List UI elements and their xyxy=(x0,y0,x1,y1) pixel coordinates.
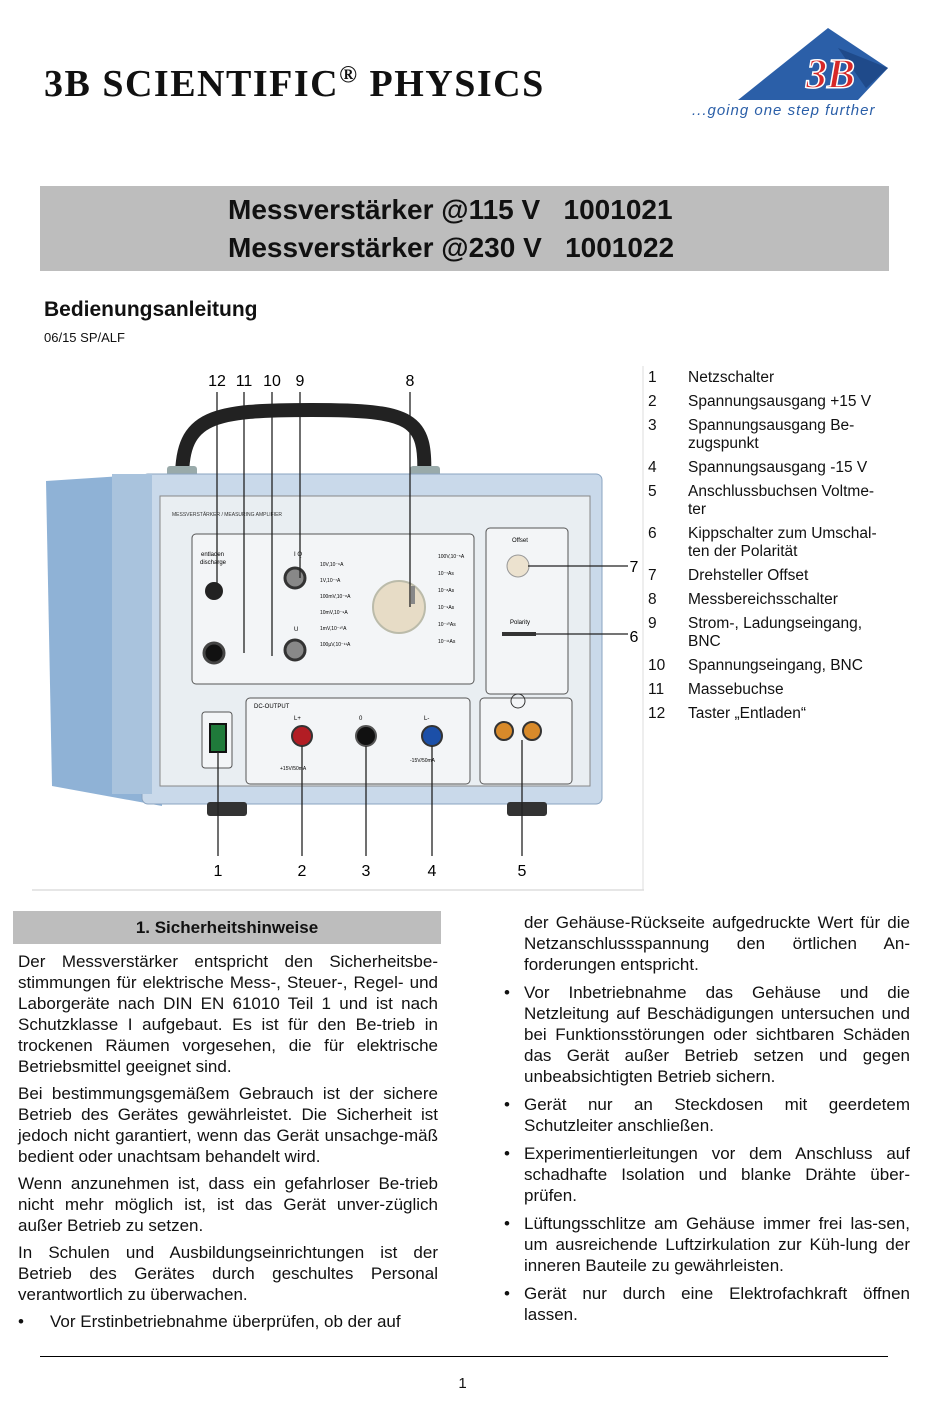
brand-title: 3B SCIENTIFIC® PHYSICS xyxy=(44,62,545,105)
ground-output-socket xyxy=(356,726,376,746)
offset-section xyxy=(486,528,568,694)
legend-item xyxy=(648,567,908,585)
polarity-label: Polarity xyxy=(510,620,531,626)
legend-number: 4 xyxy=(648,459,657,476)
version-code: 06/15 SP/ALF xyxy=(44,330,125,345)
legend-item xyxy=(648,369,908,387)
voltmeter-socket-minus xyxy=(523,722,541,740)
range-label: 1mV,10⁻¹⁰A xyxy=(320,626,347,632)
legend-item xyxy=(648,705,908,723)
bullet-marker: • xyxy=(504,1214,510,1233)
legend-text: Kippschalter zum Umschal- ten der Polarität xyxy=(688,525,877,560)
legend-text: Massebuchse xyxy=(688,681,784,698)
device-photo xyxy=(32,366,644,892)
legend-text: Netzschalter xyxy=(688,369,775,386)
callout-number: 5 xyxy=(517,863,527,880)
zero-label: 0 xyxy=(359,716,363,722)
range-label: 10⁻⁸As xyxy=(438,588,455,594)
section-heading-safety: 1. Sicherheitshinweise xyxy=(13,911,441,944)
offset-label: Offset xyxy=(512,538,528,544)
ground-socket xyxy=(204,643,224,663)
dc-output-label: DC-OUTPUT xyxy=(254,704,290,710)
callout-number: 4 xyxy=(427,863,437,880)
footer-rule xyxy=(40,1356,888,1357)
legend-number: 1 xyxy=(648,369,657,386)
range-label: 10⁻¹¹As xyxy=(438,639,456,645)
svg-text:3B: 3B xyxy=(806,52,856,98)
legend-item xyxy=(648,615,908,651)
paragraph: Bei bestimmungsgemäßem Gebrauch ist der sichere Betrieb des Gerätes gewährleistet. Die Sicherheit ist jedoch nicht garantiert, wenn das Gerät unsachge-mäß bedient oder unachtsam behandelt wird. xyxy=(18,1084,438,1166)
range-label: 1V,10⁻⁷A xyxy=(320,578,341,584)
input-i-label: I Q xyxy=(294,552,303,558)
paragraph: In Schulen und Ausbildungseinrichtungen ist der Betrieb des Gerätes durch geschultes Personal verantwortlich zu überwachen. xyxy=(18,1243,438,1304)
legend-item xyxy=(648,393,908,411)
legend-item xyxy=(648,681,908,699)
range-label: 100µV,10⁻¹¹A xyxy=(320,642,351,648)
range-label: 10⁻¹⁰As xyxy=(438,622,456,628)
bullet-item: • Experimentierleitungen vor dem Anschluss auf schadhafte Isolation und blanke Drähte über-prüfen. xyxy=(490,1143,910,1206)
right-column xyxy=(490,912,910,1332)
range-label: 10V,10⁻⁶A xyxy=(320,562,344,568)
legend-text: Spannungseingang, BNC xyxy=(688,657,863,674)
lminus-label: L- xyxy=(424,716,430,722)
offset-knob xyxy=(507,555,529,577)
callout-number: 6 xyxy=(629,629,639,646)
input-u-label: U xyxy=(294,627,299,633)
range-label: 100V,10⁻⁵A xyxy=(438,554,465,560)
manual-heading: Bedienungsanleitung xyxy=(44,298,258,321)
legend-number: 8 xyxy=(648,591,657,608)
range-label: 10⁻⁷As xyxy=(438,571,454,577)
range-label: 10⁻⁹As xyxy=(438,605,455,611)
range-selector-knob xyxy=(373,581,425,633)
discharge-label-en: discharge xyxy=(200,560,227,566)
legend-item xyxy=(648,483,908,519)
minus15-socket xyxy=(422,726,442,746)
lplus-label: L+ xyxy=(294,716,301,722)
legend-item xyxy=(648,591,908,609)
range-label: 10mV,10⁻⁹A xyxy=(320,610,348,616)
range-label: 100mV,10⁻⁸A xyxy=(320,594,351,600)
legend-text: Anschlussbuchsen Voltme- ter xyxy=(688,483,875,518)
legend-text: Spannungsausgang Be- zugspunkt xyxy=(688,417,855,452)
legend-text: Taster „Entladen“ xyxy=(688,705,807,722)
legend-number: 7 xyxy=(648,567,657,584)
power-switch xyxy=(210,724,226,752)
legend-text: Strom-, Ladungseingang, BNC xyxy=(688,615,863,650)
plus15-socket xyxy=(292,726,312,746)
bullet-item: • Gerät nur durch eine Elektrofachkraft öffnen lassen. xyxy=(490,1283,910,1325)
bullet-item: • Lüftungsschlitze am Gehäuse immer frei las-sen, um ausreichende Luftzirkulation zur Küh-lung der inneren Bauteile zu gewährleisten. xyxy=(490,1213,910,1276)
legend-text: Messbereichsschalter xyxy=(688,591,838,608)
bullet-continuation: der Gehäuse-Rückseite aufgedruckte Wert für die Netzanschlussspannung den örtlichen An-forderungen entspricht. xyxy=(524,913,910,974)
callout-number: 2 xyxy=(297,863,307,880)
foot-right xyxy=(507,802,547,816)
legend-text: Spannungsausgang +15 V xyxy=(688,393,872,410)
legend-item xyxy=(648,657,908,675)
legend-item xyxy=(648,525,908,561)
callout-number: 12 xyxy=(208,373,226,390)
callout-number: 3 xyxy=(361,863,371,880)
legend-number: 9 xyxy=(648,615,657,632)
product-title-box xyxy=(40,186,889,271)
bullet-marker: • xyxy=(504,1095,510,1114)
plus15-label: +15V/50mA xyxy=(280,766,307,772)
voltmeter-section xyxy=(480,698,572,784)
callout-number: 7 xyxy=(629,559,639,576)
paragraph: Wenn anzunehmen ist, dass ein gefahrloser Be-trieb nicht mehr möglich ist, ist das Gerät unver-züglich außer Betrieb zu setzen. xyxy=(18,1174,438,1235)
parts-legend xyxy=(648,369,908,729)
bullet-marker: • xyxy=(18,1312,24,1331)
callout-number: 9 xyxy=(295,373,305,390)
legend-item xyxy=(648,417,908,453)
page-number: 1 xyxy=(458,1375,467,1392)
voltmeter-socket-plus xyxy=(495,722,513,740)
product-title-230v: Messverstärker @230 V 1001022 xyxy=(228,232,675,263)
callout-number: 11 xyxy=(235,373,253,390)
discharge-button xyxy=(205,582,223,600)
legend-number: 12 xyxy=(648,705,666,722)
bullet-item: • Vor Inbetriebnahme das Gehäuse und die Netzleitung auf Beschädigungen untersuchen und bei Funktionsstörungen oder sichtbaren Schäden das Gerät außer Betrieb setzen und gegen unbeabsichtigten Betrieb sichern. xyxy=(490,982,910,1087)
discharge-label-de: entladen xyxy=(201,552,225,558)
callout-number: 1 xyxy=(213,863,223,880)
legend-number: 2 xyxy=(648,393,657,410)
bullet-item: • Gerät nur an Steckdosen mit geerdetem Schutzleiter anschließen. xyxy=(490,1094,910,1136)
measurement-section xyxy=(192,534,474,684)
legend-number: 3 xyxy=(648,417,657,434)
minus15-label: -15V/50mA xyxy=(410,758,436,764)
legend-text: Drehsteller Offset xyxy=(688,567,809,584)
foot-left xyxy=(207,802,247,816)
callout-number: 8 xyxy=(405,373,415,390)
polarity-toggle xyxy=(502,632,536,636)
bnc-current-input xyxy=(285,568,305,588)
paragraph: Der Messverstärker entspricht den Sicherheitsbe-stimmungen für elektrische Mess-, Steuer-, Regel- und Laborgeräte nach DIN EN 61010 Teil 1 und ist nach Schutzklasse I aufgebaut. Es ist für den Be-trieb in trockenen Räumen vorgesehen, die für elektrische Betriebsmittel geeignet sind. xyxy=(18,952,438,1076)
bullet-marker: • xyxy=(504,1284,510,1303)
legend-number: 6 xyxy=(648,525,657,542)
panel-header-label: MESSVERSTÄRKER / MEASURING AMPLIFIER xyxy=(172,512,283,518)
legend-number: 5 xyxy=(648,483,657,500)
bnc-voltage-input xyxy=(285,640,305,660)
logo-tagline: ...going one step further xyxy=(692,102,876,119)
product-title-115v: Messverstärker @115 V 1001021 xyxy=(228,194,673,225)
legend-number: 11 xyxy=(648,681,665,698)
callout-number: 10 xyxy=(263,373,281,390)
bullet-marker: • xyxy=(504,1144,510,1163)
bullet-marker: • xyxy=(504,983,510,1002)
legend-text: Spannungsausgang -15 V xyxy=(688,459,868,476)
bullet-item: • Vor Erstinbetriebnahme überprüfen, ob der auf xyxy=(18,1312,401,1331)
legend-item xyxy=(648,459,908,477)
legend-number: 10 xyxy=(648,657,666,674)
left-column xyxy=(18,951,438,1339)
